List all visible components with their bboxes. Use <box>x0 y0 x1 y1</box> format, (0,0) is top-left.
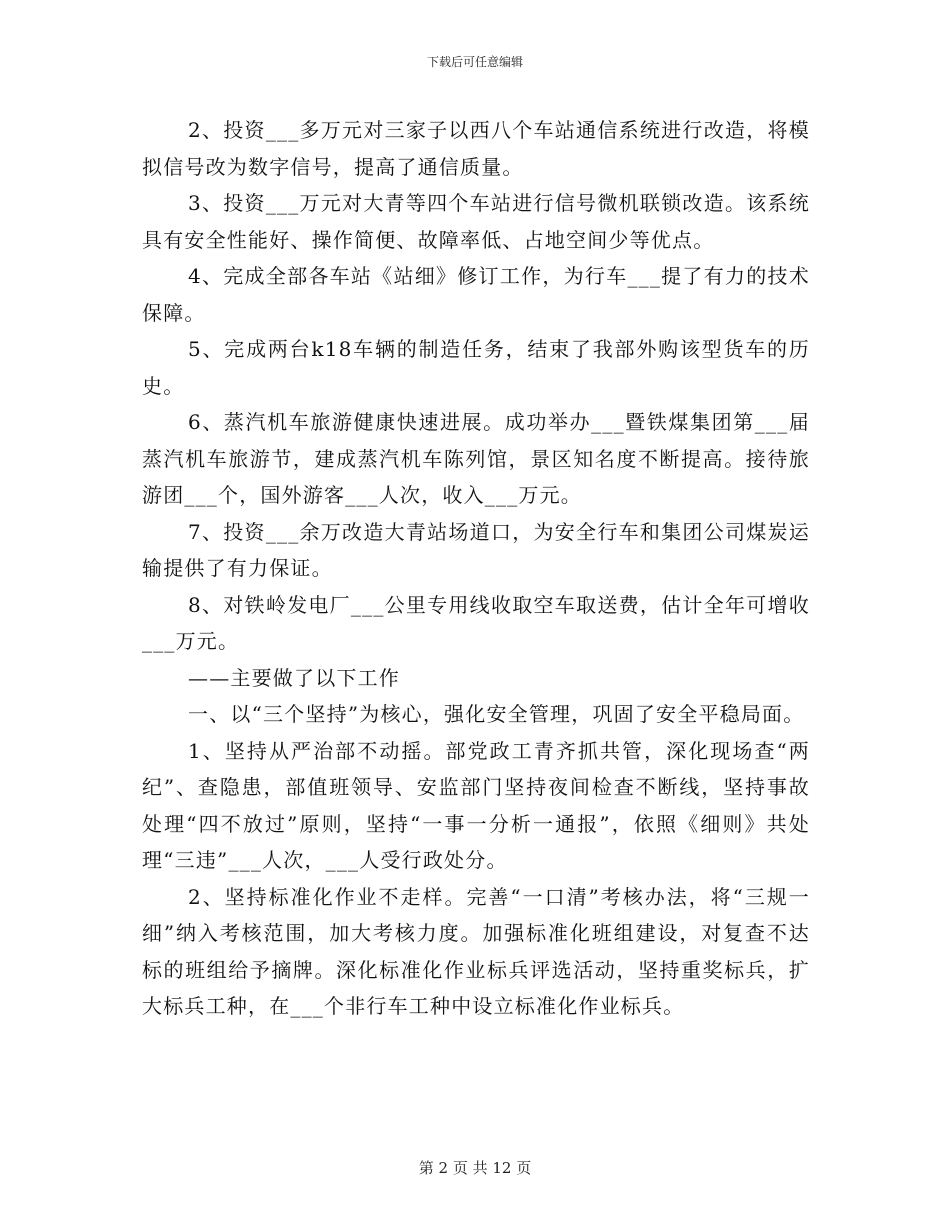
paragraph-investment-signal-interlock: 3、投资___万元对大青等四个车站进行信号微机联锁改造。该系统具有安全性能好、操作简便、故障率低、占地空间少等优点。 <box>142 191 810 252</box>
paragraph-standardized-operation: 2、坚持标准化作业不走样。完善“一口清”考核办法，将“三规一细”纳入考核范围，加大考核力度。加强标准化班组建设，对复查不达标的班组给予摘牌。深化标准化作业标兵评选活动，坚持重奖标兵，扩大标兵工种，在___个非行车工种中设立标准化作业标兵。 <box>142 884 810 1018</box>
paragraph-crossing-renovation: 7、投资___余万改造大青站场道口，为安全行车和集团公司煤炭运输提供了有力保证。 <box>142 519 810 580</box>
paragraph-steam-locomotive-tourism: 6、蒸汽机车旅游健康快速进展。成功举办___暨铁煤集团第___届蒸汽机车旅游节，建成蒸汽机车陈列馆，景区知名度不断提高。接待旅游团___个，国外游客___人次，收入___万元。 <box>142 410 810 507</box>
document-body <box>142 112 810 1025</box>
paragraph-main-work-heading: ——主要做了以下工作 <box>188 665 400 690</box>
paragraph-section-one-heading: 一、以“三个坚持”为核心，强化安全管理，巩固了安全平稳局面。 <box>188 702 805 726</box>
page-header: 下载后可任意编辑 <box>426 55 523 69</box>
paragraph-investment-communication: 2、投资___多万元对三家子以西八个车站通信系统进行改造，将模拟信号改为数字信号，提高了通信质量。 <box>142 118 810 179</box>
page-footer: 第 2 页 共 12 页 <box>418 1159 532 1177</box>
paragraph-power-plant-fees: 8、对铁岭发电厂___公里专用线收取空车取送费，估计全年可增收___万元。 <box>142 592 810 653</box>
paragraph-strict-management: 1、坚持从严治部不动摇。部党政工青齐抓共管，深化现场查“两纪”、查隐患，部值班领导、安监部门坚持夜间检查不断线，坚持事故处理“四不放过”原则，坚持“一事一分析一通报”，依照《细则》共处理“三违”___人次，___人受行政处分。 <box>142 738 810 872</box>
paragraph-station-rules-revision: 4、完成全部各车站《站细》修订工作，为行车___提了有力的技术保障。 <box>142 264 810 325</box>
paragraph-k18-vehicle-manufacture: 5、完成两台k18车辆的制造任务，结束了我部外购该型货车的历史。 <box>142 337 810 398</box>
